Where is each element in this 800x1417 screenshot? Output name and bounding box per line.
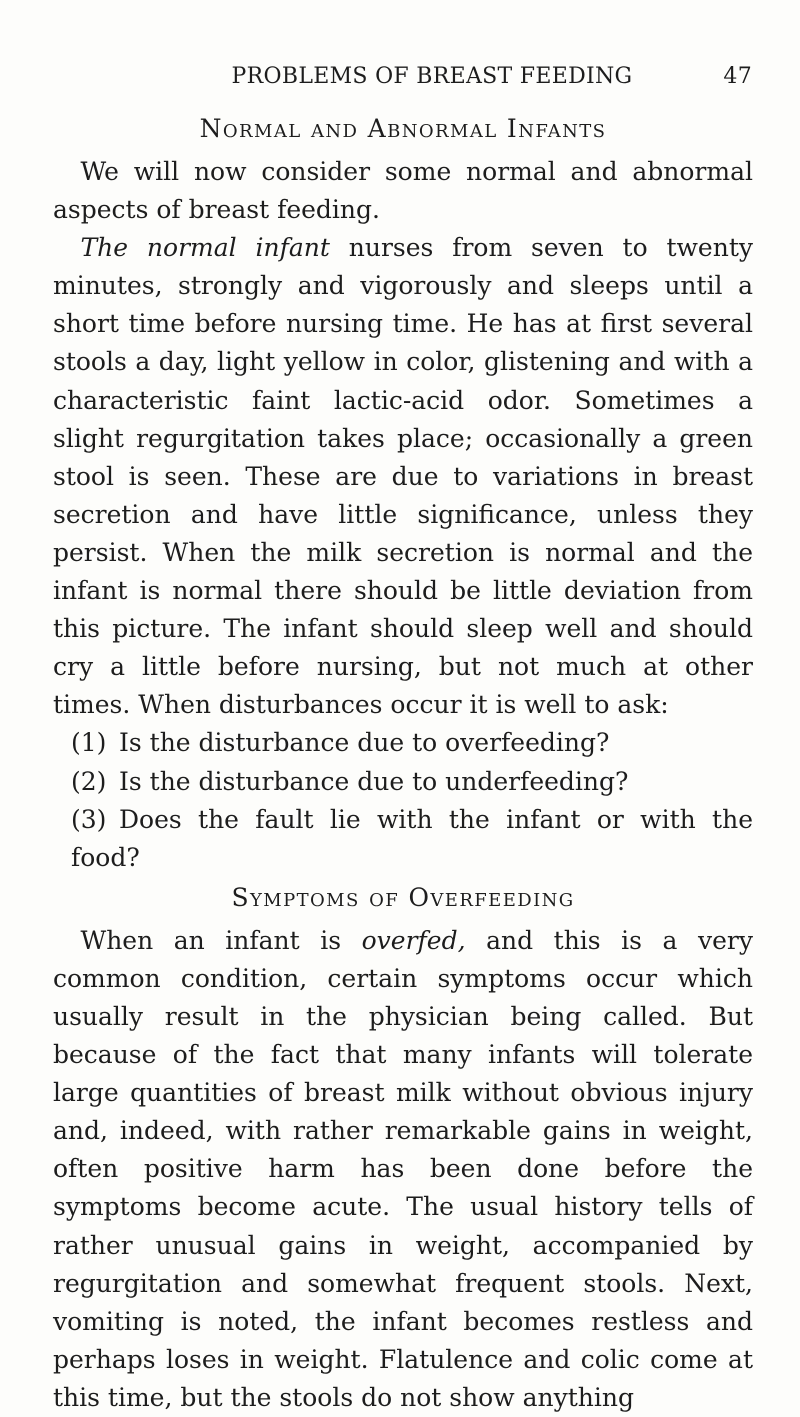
paragraph-overfeeding-text: and this is a very common condition, certain symptoms occur which usually result in the physician being called. But because of the fact that many infants will tolerate large quantities of breast milk without obvious injury and, indeed, with rather remarkable gains in weight, often positive harm has been done before the symptoms become acute. The usual history tells of rather unusual gains in weight, accompanied by regurgitation and somewhat frequent stools. Next, vomiting is noted, the infant becomes restless and perhaps loses in weight. Flatulence and colic come at this time, but the stools do not show anything [53,925,753,1412]
paragraph-normal-infant-text: nurses from seven to twenty minutes, strongly and vigorously and sleeps until a short time before nursing time. He has at first several stools a day, light yellow in color, glistening and with a characteristic faint lactic-acid odor. Sometimes a slight regurgitation takes place; occasionally a green stool is seen. These are due to variations in breast secretion and have little significance, unless they persist. When the milk secretion is normal and the infant is normal there should be little deviation from this picture. The infant should sleep well and should cry a little before nursing, but not much at other times. When disturbances occur it is well to ask: [53,233,754,720]
list-item [71,724,753,762]
question-list [53,724,753,876]
question-number: (1) [71,728,107,758]
list-item [71,801,753,877]
body-text [53,108,753,1417]
paragraph-normal-infant [53,229,753,724]
paragraph-intro: We will now consider some normal and abnormal aspects of breast feeding. [53,157,753,225]
running-title: PROBLEMS OF BREAST FEEDING [231,64,633,89]
paragraph-overfeeding [53,922,753,1417]
section-heading-overfeeding: Symptoms of Overfeeding [231,882,575,912]
question-text: Is the disturbance due to overfeeding? [119,728,610,758]
italic-word-overfed: overfed, [361,925,466,955]
question-text: Does the fault lie with the infant or with the food? [71,804,753,872]
list-item [71,763,753,801]
question-number: (2) [71,766,107,796]
question-number: (3) [71,804,107,834]
paragraph-overfeeding-start: When an infant is [80,925,362,955]
section-heading-normal-abnormal: Normal and Abnormal Infants [199,114,607,143]
page-number: 47 [723,64,752,89]
italic-phrase-normal-infant: The normal infant [80,233,330,263]
running-head [152,64,752,98]
question-text: Is the disturbance due to underfeeding? [119,766,629,796]
